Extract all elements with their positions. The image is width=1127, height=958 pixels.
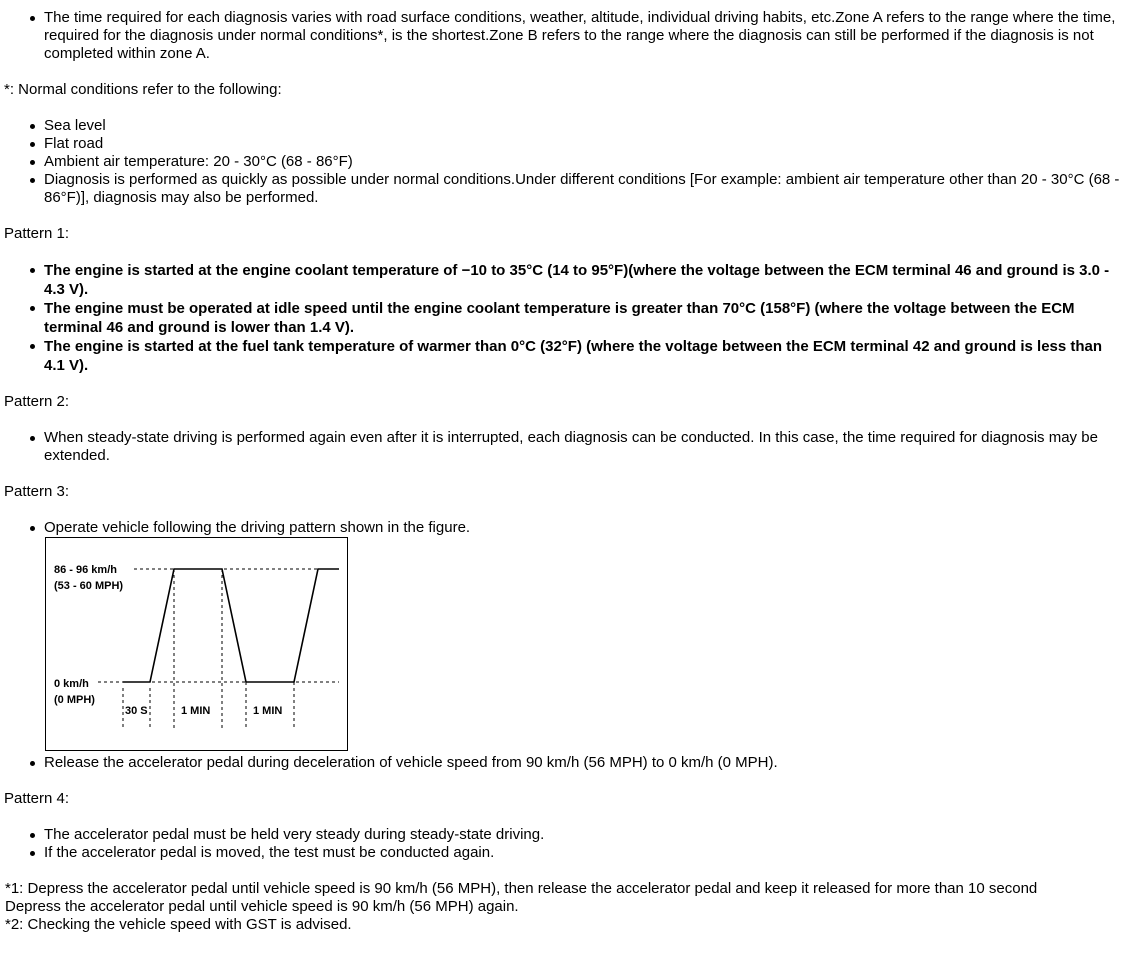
list-item: If the accelerator pedal is moved, the test must be conducted again. xyxy=(44,844,1127,862)
normal-conditions-heading: *: Normal conditions refer to the following: xyxy=(4,81,282,98)
duration-label-30s: 30 S xyxy=(125,705,148,717)
driving-pattern-diagram xyxy=(46,538,347,750)
speed-low-mph-label: (0 MPH) xyxy=(54,694,95,706)
footnotes xyxy=(5,880,1127,934)
list-item: Diagnosis is performed as quickly as possible under normal conditions.Under different conditions [For example: ambient air temperature other than 20 - 30°C (68 - 86°F)], diagnosis may also be performed. xyxy=(44,171,1127,207)
list-item: Sea level xyxy=(44,117,1127,135)
pattern-3-list-continued xyxy=(4,754,1127,772)
pattern-1-list xyxy=(4,261,1127,375)
footnote-1-continued: Depress the accelerator pedal until vehicle speed is 90 km/h (56 MPH) again. xyxy=(5,898,519,915)
list-item: The accelerator pedal must be held very steady during steady-state driving. xyxy=(44,826,1127,844)
pattern-3-list xyxy=(4,519,1127,537)
list-item: Operate vehicle following the driving pattern shown in the figure. xyxy=(44,519,1127,537)
driving-pattern-figure xyxy=(45,537,348,751)
list-item: Ambient air temperature: 20 - 30°C (68 - 86°F) xyxy=(44,153,1127,171)
speed-high-mph-label: (53 - 60 MPH) xyxy=(54,580,124,592)
intro-list xyxy=(4,0,1127,63)
list-item: The engine must be operated at idle speed until the engine coolant temperature is greater than 70°C (158°F) (where the voltage between the ECM terminal 46 and ground is lower than 1.4 V). xyxy=(44,299,1127,337)
pattern-3-heading: Pattern 3: xyxy=(4,483,70,500)
speed-low-label: 0 km/h xyxy=(54,678,89,690)
list-item: When steady-state driving is performed again even after it is interrupted, each diagnosis can be conducted. In this case, the time required for diagnosis may be extended. xyxy=(44,429,1127,465)
speed-high-label: 86 - 96 km/h xyxy=(54,564,117,576)
speed-profile-line xyxy=(123,569,339,682)
footnote-2: *2: Checking the vehicle speed with GST is advised. xyxy=(5,916,352,933)
footnote-1: *1: Depress the accelerator pedal until vehicle speed is 90 km/h (56 MPH), then release the accelerator pedal and keep it released for more than 10 second xyxy=(5,880,1038,897)
list-item: The engine is started at the fuel tank temperature of warmer than 0°C (32°F) (where the voltage between the ECM terminal 42 and ground is less than 4.1 V). xyxy=(44,337,1127,375)
pattern-2-heading: Pattern 2: xyxy=(4,393,70,410)
list-item: The time required for each diagnosis varies with road surface conditions, weather, altitude, individual driving habits, etc.Zone A refers to the range where the time, required for the diagnosis under normal conditions*, is the shortest.Zone B refers to the range where the diagnosis can still be performed if the diagnosis is not completed within zone A. xyxy=(44,9,1127,63)
pattern-4-list xyxy=(4,826,1127,862)
duration-label-1min-b: 1 MIN xyxy=(253,705,283,717)
list-item: The engine is started at the engine coolant temperature of −10 to 35°C (14 to 95°F)(where the voltage between the ECM terminal 46 and ground is 3.0 - 4.3 V). xyxy=(44,261,1127,299)
list-item: Flat road xyxy=(44,135,1127,153)
pattern-1-heading: Pattern 1: xyxy=(4,225,70,242)
list-item: Release the accelerator pedal during deceleration of vehicle speed from 90 km/h (56 MPH) to 0 km/h (0 MPH). xyxy=(44,754,1127,772)
normal-conditions-list xyxy=(4,117,1127,207)
pattern-4-heading: Pattern 4: xyxy=(4,790,70,807)
duration-label-1min-a: 1 MIN xyxy=(181,705,211,717)
pattern-2-list xyxy=(4,429,1127,465)
